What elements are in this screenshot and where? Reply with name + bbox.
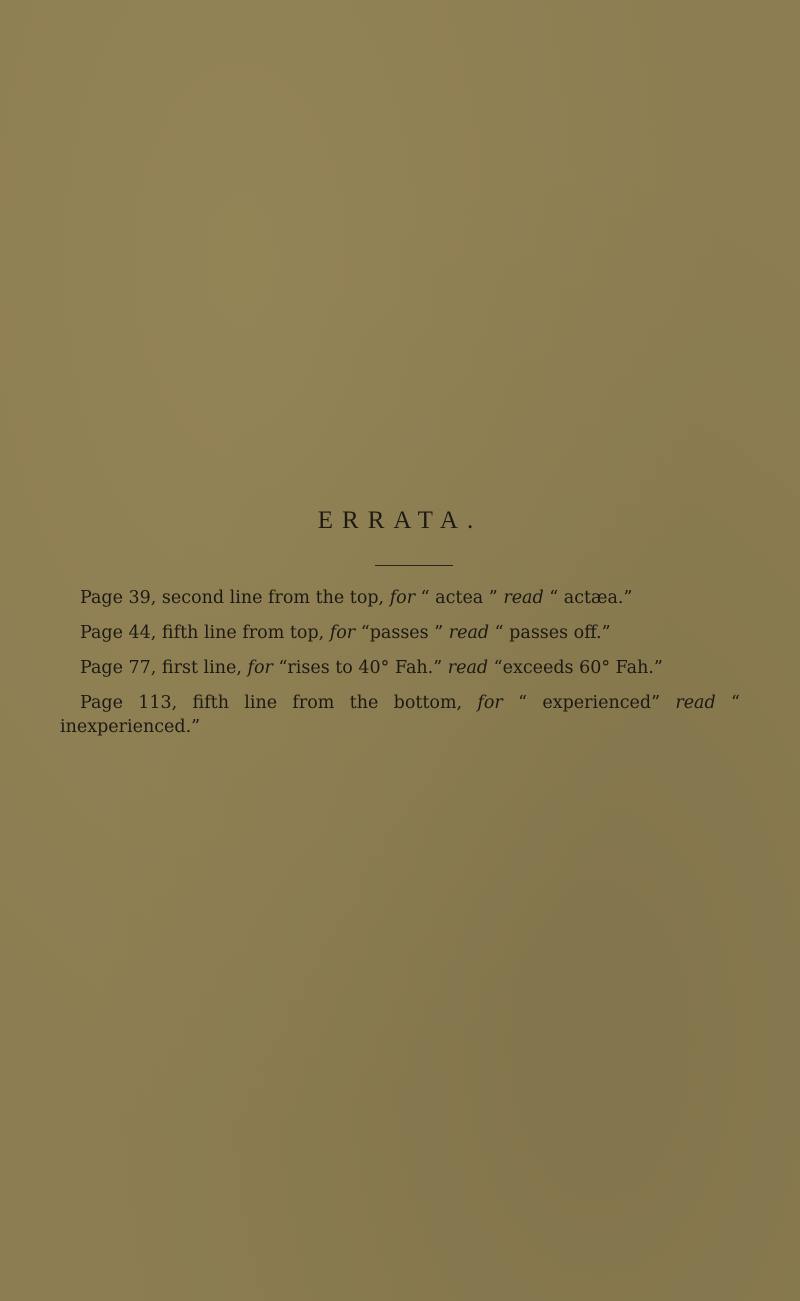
read-word: read <box>675 693 716 713</box>
errata-entry <box>60 656 740 680</box>
errata-entry <box>60 621 740 645</box>
page-title: ERRATA. <box>317 507 483 534</box>
entry-location: Page 77, first line, <box>80 658 242 678</box>
read-word: read <box>503 588 544 608</box>
wrong-text: “ actea ” <box>420 588 498 608</box>
for-word: for <box>477 693 503 713</box>
entry-location: Page 113, fifth line from the bottom, <box>80 693 463 713</box>
read-word: read <box>447 658 489 678</box>
correct-text: “ actæa.” <box>549 588 633 608</box>
read-word: read <box>448 623 490 643</box>
errata-entry <box>60 691 740 739</box>
for-word: for <box>389 588 416 608</box>
entry-location: Page 39, second line from the top, <box>80 588 385 608</box>
for-word: for <box>247 658 273 678</box>
errata-entry <box>60 586 740 610</box>
wrong-text: “ experienced” <box>518 693 661 713</box>
for-word: for <box>329 623 356 643</box>
wrong-text: “rises to 40° Fah.” <box>278 658 443 678</box>
wrong-text: “passes ” <box>360 623 444 643</box>
errata-list <box>60 586 740 750</box>
correct-text: “ inexperienced.” <box>60 693 740 737</box>
title-rule <box>375 565 453 566</box>
correct-text: “exceeds 60° Fah.” <box>493 658 663 678</box>
entry-location: Page 44, fifth line from top, <box>80 623 325 643</box>
correct-text: “ passes off.” <box>494 623 611 643</box>
